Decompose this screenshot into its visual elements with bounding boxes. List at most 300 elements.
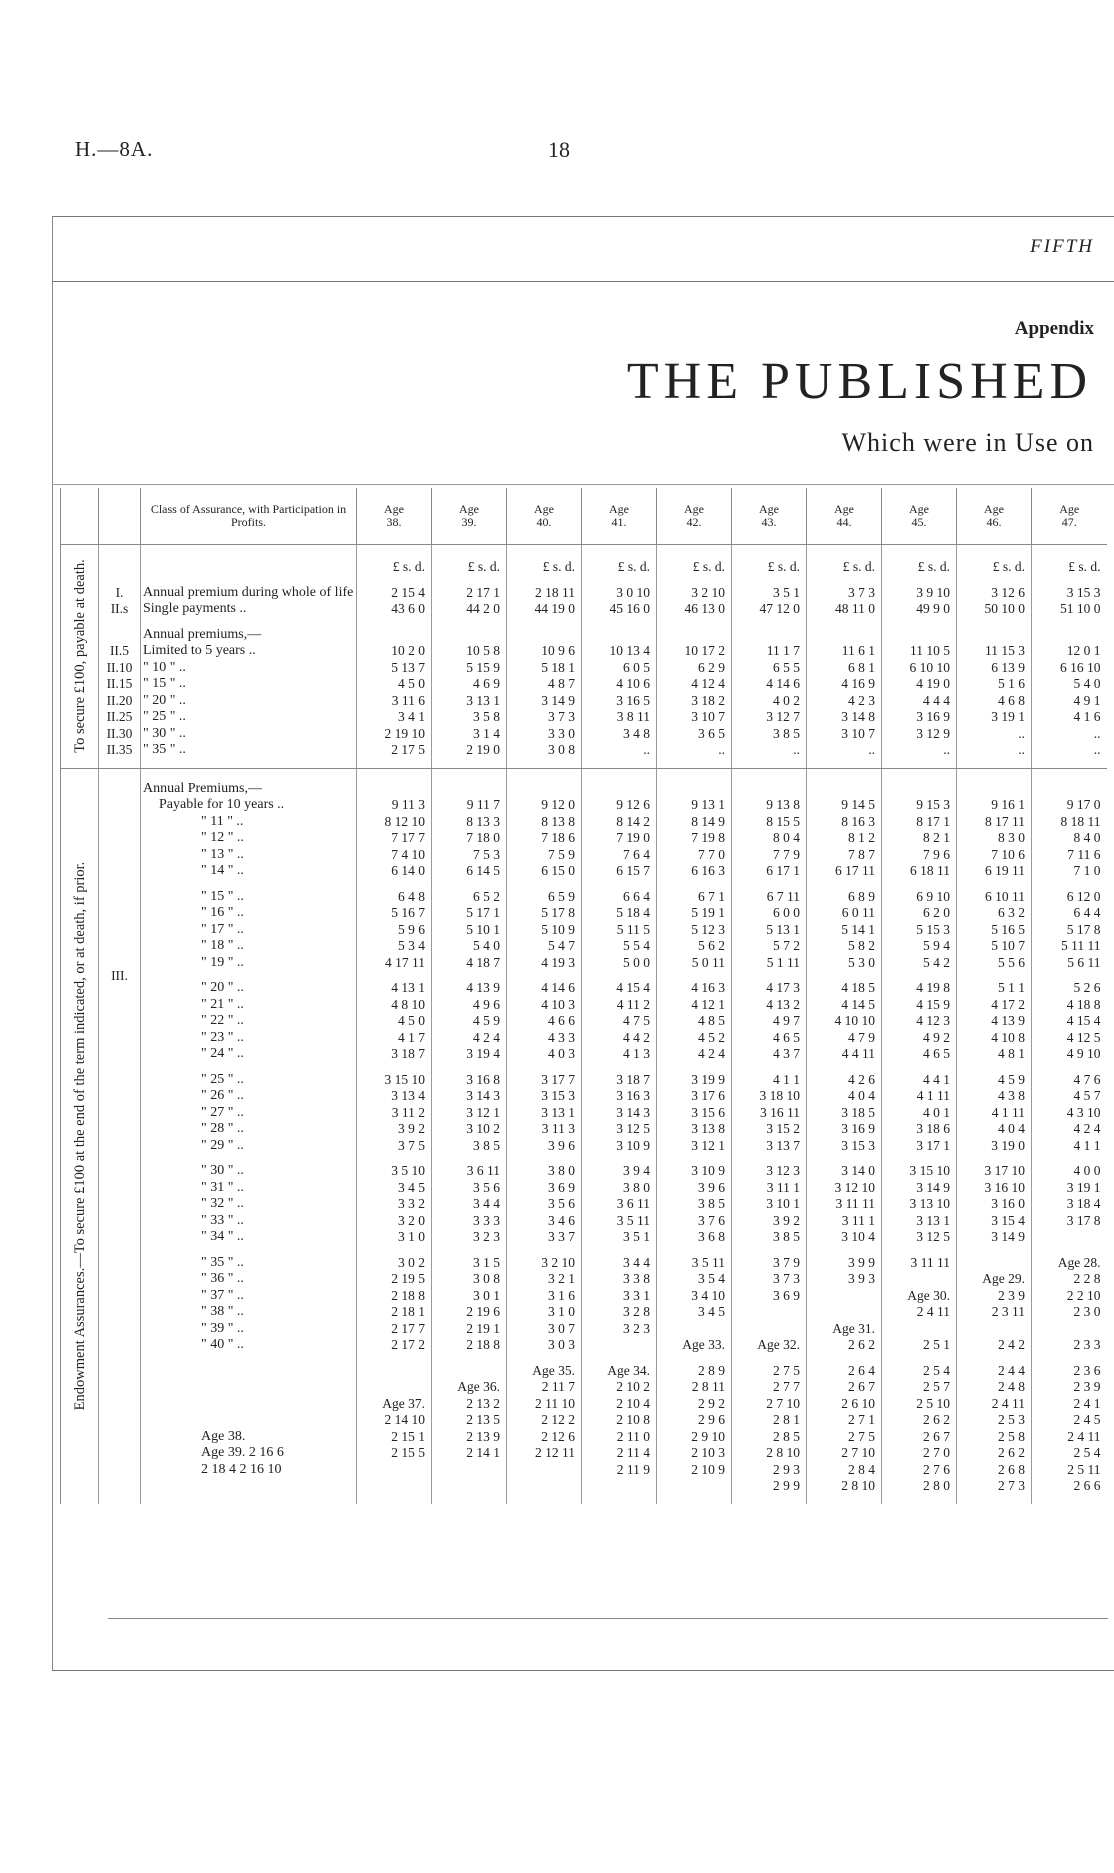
premium-value: 2 6 6 [1032,1478,1107,1495]
premium-value: 2 13 9 [432,1429,507,1446]
premium-value: 6 4 4 [1032,905,1107,922]
premium-value: 3 7 3 [807,585,882,602]
premium-value: 3 1 0 [357,1229,432,1246]
row-label: Age 39. 2 16 6 [141,1445,357,1462]
premium-value: Age 28. [1032,1255,1107,1272]
table-row [61,601,1107,618]
premium-value: 4 16 3 [657,980,732,997]
premium-value: 3 3 3 [432,1213,507,1230]
class-code: II.20 [99,693,141,710]
row-label: " 26 " .. [141,1088,357,1105]
spacer-cell [807,576,882,585]
row-label: Payable for 10 years .. [141,797,357,814]
premium-value: 2 10 8 [582,1412,657,1429]
spacer-cell [1032,576,1107,585]
spacer-cell [432,1154,507,1163]
premium-value: 6 5 5 [732,660,807,677]
premium-value: 4 2 4 [657,1046,732,1063]
premium-value: 9 13 1 [657,797,732,814]
age-word: Age [834,502,854,516]
premium-value: Age 35. [507,1363,582,1380]
premium-value: 4 15 4 [582,980,657,997]
premium-value: 5 5 4 [582,938,657,955]
premium-value: .. [1032,726,1107,743]
row-label: " 19 " .. [141,955,357,972]
row-label: " 20 " .. [141,980,357,997]
spacer-cell [657,768,732,781]
premium-value: 6 8 1 [807,660,882,677]
premium-value: 2 9 2 [657,1396,732,1413]
currency-cell: £ s. d. [582,545,657,576]
age-value: 44. [836,515,852,529]
premium-value: 6 7 11 [732,889,807,906]
premium-value: 5 1 6 [957,676,1032,693]
premium-value: 5 1 11 [732,955,807,972]
premium-value: 4 3 10 [1032,1105,1107,1122]
premium-value [507,1462,582,1479]
premium-value: 2 7 7 [732,1379,807,1396]
title-fifth: FIFTH [1030,236,1094,257]
age-header [1032,488,1107,545]
spacer-cell [507,1354,582,1363]
premium-value: 2 18 1 [357,1304,432,1321]
premium-value: 5 5 6 [957,955,1032,972]
premium-value: 2 12 6 [507,1429,582,1446]
table-row [61,797,1107,814]
spacer-cell [657,1063,732,1072]
premium-value: 3 10 9 [582,1138,657,1155]
premium-value: 4 4 2 [582,1030,657,1047]
spacer-cell [507,618,582,627]
row-label: " 17 " .. [141,922,357,939]
label-cell [141,768,357,781]
premium-value: .. [807,742,882,759]
title-appendix: Appendix [1014,318,1094,339]
premium-value: 3 8 5 [732,1229,807,1246]
premium-value: 5 3 0 [807,955,882,972]
spacer-cell [99,759,141,769]
premium-value: 4 0 4 [807,1088,882,1105]
premium-value: 11 1 7 [732,643,807,660]
premium-value: 5 12 3 [657,922,732,939]
premium-value: 3 4 6 [507,1213,582,1230]
premium-value: 4 18 5 [807,980,882,997]
premium-value [732,627,807,644]
table-row [61,938,1107,955]
premium-value: 2 7 3 [957,1478,1032,1495]
spacer-cell [99,618,141,627]
section-a-side-text: To secure £100, payable at death. [71,559,88,753]
premium-value: Age 36. [432,1379,507,1396]
premium-value: 3 12 5 [582,1121,657,1138]
premium-value: Age 33. [657,1337,732,1354]
table-row [61,1304,1107,1321]
age-header [507,488,582,545]
premium-value: 4 0 3 [507,1046,582,1063]
age-header [432,488,507,545]
premium-value: 47 12 0 [732,601,807,618]
table-row [61,955,1107,972]
table-row [61,830,1107,847]
age-value: 46. [986,515,1002,529]
premium-value: 5 17 8 [507,905,582,922]
premium-value: 3 13 1 [882,1213,957,1230]
spacer-cell [807,781,882,798]
premium-value: 2 2 10 [1032,1288,1107,1305]
premium-value: 2 10 9 [657,1462,732,1479]
premium-value: 3 11 1 [807,1213,882,1230]
premium-value: 2 9 10 [657,1429,732,1446]
premium-value: 4 0 0 [1032,1163,1107,1180]
row-label: Single payments .. [141,601,357,618]
premium-value: 6 5 9 [507,889,582,906]
premium-value: 2 19 6 [432,1304,507,1321]
premium-value: 2 4 8 [957,1379,1032,1396]
premium-value: 7 4 10 [357,847,432,864]
table-row [61,1196,1107,1213]
premium-value: 3 2 10 [657,585,732,602]
row-label: " 20 " .. [141,693,357,710]
spacer-cell [582,618,657,627]
premium-value: .. [582,742,657,759]
premium-value: 3 19 4 [432,1046,507,1063]
premium-value: 11 10 5 [882,643,957,660]
premium-value: 3 15 3 [1032,585,1107,602]
premium-value: 48 11 0 [807,601,882,618]
premium-value: 4 13 2 [732,997,807,1014]
premium-value: 6 8 9 [807,889,882,906]
spacer-cell [1032,1154,1107,1163]
row-label: " 15 " .. [141,676,357,693]
premium-value: 8 4 0 [1032,830,1107,847]
premium-value: 2 3 3 [1032,1337,1107,1354]
spacer-cell [141,1246,357,1255]
age-header [357,488,432,545]
premium-value: 3 17 10 [957,1163,1032,1180]
premium-value [882,627,957,644]
premium-value: 3 13 1 [432,693,507,710]
spacer-cell [507,1063,582,1072]
premium-value: 7 19 0 [582,830,657,847]
premium-value: 3 6 5 [657,726,732,743]
premium-value: 7 17 7 [357,830,432,847]
premium-value: 2 6 2 [807,1337,882,1354]
spacer-cell [1032,1063,1107,1072]
premium-value: 4 0 4 [957,1121,1032,1138]
spacer-cell [357,781,432,798]
spacer-cell [807,880,882,889]
premium-value: 3 6 8 [657,1229,732,1246]
table-row [61,1478,1107,1495]
premium-value: 6 16 3 [657,863,732,880]
header-blank-2 [99,488,141,545]
page-number: 18 [548,137,570,162]
spacer-cell [1032,618,1107,627]
premium-value [582,627,657,644]
premium-value: 5 16 5 [957,922,1032,939]
premium-value: 6 18 11 [882,863,957,880]
premium-value: 2 4 5 [1032,1412,1107,1429]
premium-value [507,1478,582,1495]
premium-value: 2 7 6 [882,1462,957,1479]
currency-cell: £ s. d. [507,545,582,576]
premium-value: .. [957,726,1032,743]
premium-value: 3 2 10 [507,1255,582,1272]
premium-value: 3 9 6 [507,1138,582,1155]
spacer-cell [1032,768,1107,781]
table-row [61,1105,1107,1122]
premium-value: 3 15 3 [507,1088,582,1105]
class-code: II.15 [99,676,141,693]
table-row [61,627,1107,644]
premium-value: 4 13 1 [357,980,432,997]
premium-value: 3 18 5 [807,1105,882,1122]
premium-value: 3 1 0 [507,1304,582,1321]
premium-value: 5 9 6 [357,922,432,939]
premium-value: 4 6 6 [507,1013,582,1030]
table-header-row [61,488,1107,545]
spacer-cell [357,971,432,980]
row-label: " 40 " .. [141,1337,357,1354]
spacer-cell [957,1354,1032,1363]
spacer-cell [582,1495,657,1504]
table-row [61,1363,1107,1380]
premium-value: 3 12 5 [882,1229,957,1246]
premium-value: 3 14 8 [807,709,882,726]
premium-value: 4 1 1 [1032,1138,1107,1155]
premium-value: 4 1 11 [882,1088,957,1105]
premium-value: 2 9 3 [732,1462,807,1479]
spacer-cell [141,1063,357,1072]
section-b-class: III. [99,768,141,1504]
spacer-cell [957,1063,1032,1072]
premium-value: 2 5 4 [882,1363,957,1380]
premium-value: 5 16 7 [357,905,432,922]
spacer-cell [432,1063,507,1072]
row-label: " 18 " .. [141,938,357,955]
premium-value: 2 7 0 [882,1445,957,1462]
premium-value: 4 12 3 [882,1013,957,1030]
premium-value: 5 4 0 [432,938,507,955]
premium-value: 7 5 9 [507,847,582,864]
premium-value: 4 10 6 [582,676,657,693]
table-bottom-rule [108,1618,1108,1619]
premium-value: 3 5 6 [507,1196,582,1213]
premium-value: 3 3 7 [507,1229,582,1246]
section-b-intro-row [61,768,1107,781]
table-row [61,1030,1107,1047]
premium-value: 8 13 3 [432,814,507,831]
spacer-cell [882,618,957,627]
spacer-cell [657,880,732,889]
class-cell [99,545,141,576]
premium-value: 4 5 7 [1032,1088,1107,1105]
premium-value: 2 4 11 [957,1396,1032,1413]
age-word: Age [1059,502,1080,516]
premium-value: 9 11 7 [432,797,507,814]
spacer-cell [807,1354,882,1363]
spacer-cell [432,759,507,769]
premium-value [357,627,432,644]
premium-value: 3 9 4 [582,1163,657,1180]
premium-value: 2 9 9 [732,1478,807,1495]
row-label: " 35 " .. [141,1255,357,1272]
row-label: " 14 " .. [141,863,357,880]
table-row [61,726,1107,743]
premium-value [657,1321,732,1338]
premium-value: 3 4 5 [357,1180,432,1197]
premium-value: 2 3 0 [1032,1304,1107,1321]
premium-value: 2 5 1 [882,1337,957,1354]
age-value: 42. [686,515,702,529]
row-label: " 33 " .. [141,1213,357,1230]
spacer-cell [432,1495,507,1504]
section-b-heading: Annual Premiums,— [141,781,357,798]
premium-value: 6 4 8 [357,889,432,906]
premium-value: 7 7 0 [657,847,732,864]
row-label: " 35 " .. [141,742,357,759]
spacer-cell [357,1246,432,1255]
premium-value: 3 9 10 [882,585,957,602]
premium-value: 9 12 0 [507,797,582,814]
table-row [61,1445,1107,1462]
premium-value: 12 0 1 [1032,643,1107,660]
premium-value: 3 18 4 [1032,1196,1107,1213]
premium-value: 3 14 3 [582,1105,657,1122]
premium-value: 4 13 9 [957,1013,1032,1030]
age-value: 39. [461,515,477,529]
spacer-cell [507,1246,582,1255]
row-label: " 28 " .. [141,1121,357,1138]
row-label: " 12 " .. [141,830,357,847]
spacer-cell [507,768,582,781]
spacer-cell [507,971,582,980]
premium-value: 5 4 2 [882,955,957,972]
premium-value: 46 13 0 [657,601,732,618]
premium-value: 4 0 1 [882,1105,957,1122]
class-header: Class of Assurance, with Participation in Profits. [141,488,357,545]
premium-value: .. [957,742,1032,759]
premium-value: 2 5 4 [1032,1445,1107,1462]
table-row [61,1255,1107,1272]
premium-value: 3 18 10 [732,1088,807,1105]
table-row [61,1138,1107,1155]
spacer-cell [657,1246,732,1255]
premium-value: 3 10 9 [657,1163,732,1180]
premium-value: 3 4 8 [582,726,657,743]
spacer-cell [882,1154,957,1163]
premium-value: 5 9 4 [882,938,957,955]
premium-value: 2 7 1 [807,1412,882,1429]
row-label: " 23 " .. [141,1030,357,1047]
row-label: " 29 " .. [141,1138,357,1155]
table-row [61,709,1107,726]
premium-value: 5 10 9 [507,922,582,939]
age-header [957,488,1032,545]
premium-value: 8 13 8 [507,814,582,831]
premium-value: 3 12 1 [432,1105,507,1122]
premium-value [357,1462,432,1479]
premium-value: 2 15 4 [357,585,432,602]
premium-value: 2 8 5 [732,1429,807,1446]
premium-value: 9 14 5 [807,797,882,814]
premium-value: 4 12 4 [657,676,732,693]
premium-value: 4 2 4 [432,1030,507,1047]
premium-value: 2 11 9 [582,1462,657,1479]
spacer-cell [582,768,657,781]
premium-value: 3 4 4 [432,1196,507,1213]
premium-value: 6 2 0 [882,905,957,922]
spacer-cell [957,618,1032,627]
premium-value: 3 10 7 [657,709,732,726]
premium-value: 4 10 3 [507,997,582,1014]
spacer-cell [99,576,141,585]
class-code: II.5 [99,643,141,660]
row-label: " 11 " .. [141,814,357,831]
premium-value: 6 14 5 [432,863,507,880]
premium-value: 3 13 4 [357,1088,432,1105]
spacer-cell [357,1495,432,1504]
row-label: Annual premium during whole of life [141,585,357,602]
premium-value: 2 8 9 [657,1363,732,1380]
spacer-cell [732,1154,807,1163]
spacer-cell [141,759,357,769]
spacer-row [61,880,1107,889]
table-row [61,676,1107,693]
spacer-cell [141,1495,357,1504]
table-row [61,693,1107,710]
premium-value: 2 6 8 [957,1462,1032,1479]
premium-value: 2 11 10 [507,1396,582,1413]
document-ref: H.—8A. [75,137,154,161]
premium-value: 6 0 11 [807,905,882,922]
table-row [61,1213,1107,1230]
spacer-cell [357,1154,432,1163]
premium-value: 2 19 5 [357,1271,432,1288]
table-row [61,643,1107,660]
age-value: 43. [761,515,777,529]
premium-value: .. [1032,742,1107,759]
premium-value: 3 16 0 [957,1196,1032,1213]
premium-value: 6 9 10 [882,889,957,906]
spacer-cell [507,576,582,585]
age-word: Age [984,502,1004,516]
age-word: Age [909,502,929,516]
premium-value: 4 11 2 [582,997,657,1014]
premium-value: 7 6 4 [582,847,657,864]
spacer-row [61,971,1107,980]
spacer-cell [882,1495,957,1504]
row-label: " 39 " .. [141,1321,357,1338]
premium-value: 3 9 2 [357,1121,432,1138]
spacer-cell [732,971,807,980]
premium-value: 2 19 10 [357,726,432,743]
premium-value: 3 1 4 [432,726,507,743]
premium-value [807,1304,882,1321]
premium-value: 3 4 4 [582,1255,657,1272]
premium-value: 2 9 6 [657,1412,732,1429]
premium-value: 4 9 1 [1032,693,1107,710]
premium-value: 4 7 9 [807,1030,882,1047]
premium-value: 3 7 9 [732,1255,807,1272]
premium-value: 5 15 9 [432,660,507,677]
premium-value: 2 12 11 [507,1445,582,1462]
frame-bottom-rule [52,1670,1114,1671]
spacer-row [61,1246,1107,1255]
premium-value: 4 16 9 [807,676,882,693]
premium-value: Age 30. [882,1288,957,1305]
spacer-cell [432,880,507,889]
